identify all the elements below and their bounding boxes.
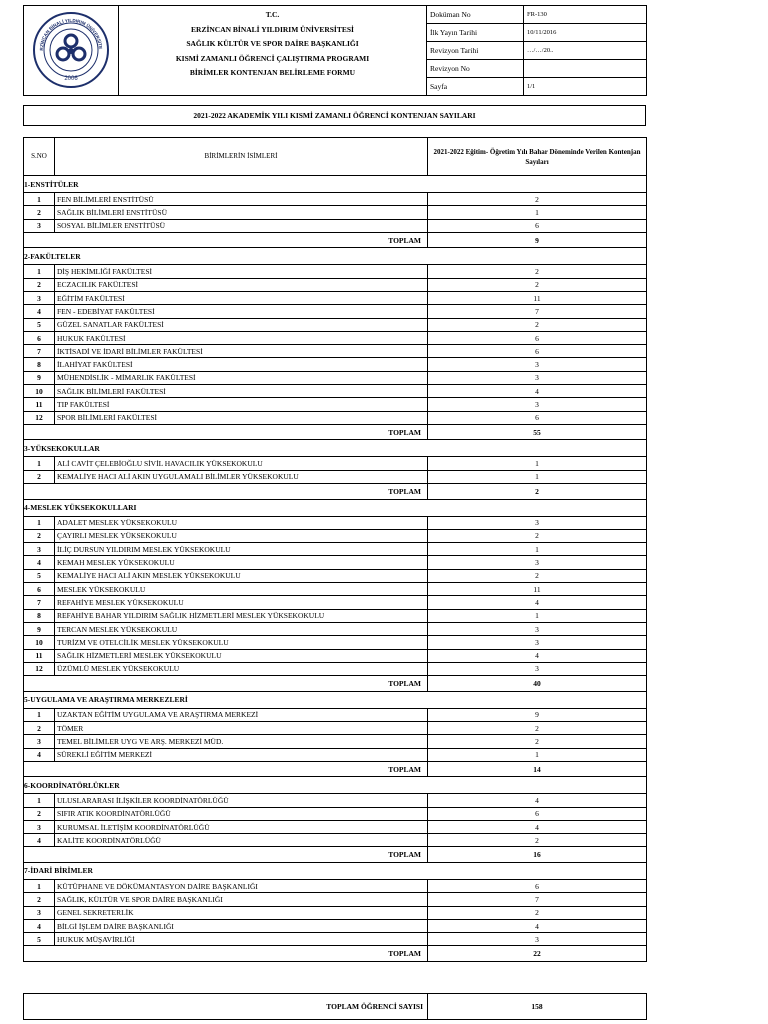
quota-count: 1 <box>428 748 647 761</box>
header-line-university: ERZİNCAN BİNALİ YILDIRIM ÜNİVERSİTESİ <box>191 24 354 34</box>
quota-count: 1 <box>428 457 647 470</box>
quota-count: 3 <box>428 556 647 569</box>
row-number: 8 <box>24 609 55 622</box>
column-header-no: S.NO <box>24 138 55 176</box>
header-line-program: KISMİ ZAMANLI ÖĞRENCİ ÇALIŞTIRMA PROGRAMI <box>175 53 370 63</box>
unit-name: TIP FAKÜLTESİ <box>55 398 428 411</box>
logo-text: RZİNCAN BİNALİ YILDIRIM ÜNİVERSİTE <box>38 17 104 51</box>
unit-name: TERCAN MESLEK YÜKSEKOKULU <box>55 622 428 635</box>
quota-count: 1 <box>428 470 647 483</box>
quota-count: 4 <box>428 649 647 662</box>
unit-name: SOSYAL BİLİMLER ENSTİTÜSÜ <box>55 219 428 232</box>
category-total-value: 40 <box>428 676 647 692</box>
meta-label-first-publish: İlk Yayın Tarihi <box>427 24 524 42</box>
category-total-label: TOPLAM <box>24 761 428 777</box>
quota-count: 2 <box>428 318 647 331</box>
quota-count: 3 <box>428 636 647 649</box>
unit-name: İKTİSADİ VE İDARİ BİLİMLER FAKÜLTESİ <box>55 345 428 358</box>
grand-total-table <box>23 993 647 1020</box>
row-number: 11 <box>24 649 55 662</box>
category-total-row <box>24 484 647 500</box>
category-total-row <box>24 761 647 777</box>
unit-name: KEMAH MESLEK YÜKSEKOKULU <box>55 556 428 569</box>
table-row <box>24 358 647 371</box>
table-row <box>24 318 647 331</box>
table-row <box>24 708 647 721</box>
category-header-row <box>24 440 647 457</box>
meta-label-revision-date: Revizyon Tarihi <box>427 42 524 60</box>
row-number: 3 <box>24 291 55 304</box>
quota-count: 2 <box>428 906 647 919</box>
table-row <box>24 331 647 344</box>
row-number: 2 <box>24 721 55 734</box>
row-number: 1 <box>24 794 55 807</box>
category-header-row <box>24 248 647 265</box>
row-number: 7 <box>24 345 55 358</box>
category-title: 2-FAKÜLTELER <box>24 248 647 265</box>
unit-name: HUKUK MÜŞAVİRLİĞİ <box>55 933 428 946</box>
grand-total-label: TOPLAM ÖĞRENCİ SAYISI <box>24 994 428 1020</box>
unit-name: SAĞLIK HİZMETLERİ MESLEK YÜKSEKOKULU <box>55 649 428 662</box>
row-number: 1 <box>24 879 55 892</box>
header-line-form-title: BİRİMLER KONTENJAN BELİRLEME FORMU <box>189 68 356 77</box>
university-logo <box>32 11 110 89</box>
meta-value-page: 1/1 <box>524 78 647 96</box>
row-number: 2 <box>24 807 55 820</box>
unit-name: KEMALİYE HACI ALİ AKIN MESLEK YÜKSEKOKULU <box>55 569 428 582</box>
row-number: 10 <box>24 385 55 398</box>
meta-value-revision-date: …/…/20.. <box>524 42 647 60</box>
row-number: 12 <box>24 662 55 675</box>
table-row <box>24 748 647 761</box>
category-title: 5-UYGULAMA VE ARAŞTIRMA MERKEZLERİ <box>24 691 647 708</box>
row-number: 2 <box>24 529 55 542</box>
row-number: 9 <box>24 371 55 384</box>
row-number: 4 <box>24 305 55 318</box>
category-total-row <box>24 946 647 962</box>
unit-name: DİŞ HEKİMLİĞİ FAKÜLTESİ <box>55 265 428 278</box>
unit-name: SAĞLIK, KÜLTÜR VE SPOR DAİRE BAŞKANLIĞI <box>55 893 428 906</box>
table-row <box>24 529 647 542</box>
unit-name: KALİTE KOORDİNATÖRLÜĞÜ <box>55 834 428 847</box>
unit-name: UZAKTAN EĞİTİM UYGULAMA VE ARAŞTIRMA MERKEZİ <box>55 708 428 721</box>
unit-name: FEN BİLİMLERİ ENSTİTÜSÜ <box>55 193 428 206</box>
quota-count: 4 <box>428 820 647 833</box>
quota-count: 2 <box>428 278 647 291</box>
header-line-department: SAĞLIK KÜLTÜR VE SPOR DAİRE BAŞKANLIĞI <box>186 39 359 48</box>
unit-name: KURUMSAL İLETİŞİM KOORDİNATÖRLÜĞÜ <box>55 820 428 833</box>
quota-count: 6 <box>428 345 647 358</box>
unit-name: ECZACILIK FAKÜLTESİ <box>55 278 428 291</box>
row-number: 4 <box>24 834 55 847</box>
row-number: 8 <box>24 358 55 371</box>
table-header-row <box>24 138 647 176</box>
table-row <box>24 609 647 622</box>
row-number: 3 <box>24 735 55 748</box>
table-row <box>24 636 647 649</box>
table-row <box>24 305 647 318</box>
quota-count: 6 <box>428 879 647 892</box>
quota-count: 3 <box>428 358 647 371</box>
table-row <box>24 622 647 635</box>
table-row <box>24 807 647 820</box>
header-line-tc: T.C. <box>265 10 280 19</box>
column-header-name: BİRİMLERİN İSİMLERİ <box>55 138 428 176</box>
table-row <box>24 265 647 278</box>
section-title: 2021-2022 AKADEMİK YILI KISMİ ZAMANLI ÖĞRENCİ KONTENJAN SAYILARI <box>23 105 646 126</box>
unit-name: MESLEK YÜKSEKOKULU <box>55 583 428 596</box>
quota-count: 11 <box>428 583 647 596</box>
row-number: 2 <box>24 893 55 906</box>
category-total-value: 55 <box>428 424 647 440</box>
meta-value-first-publish: 10/11/2016 <box>524 24 647 42</box>
quota-count: 2 <box>428 721 647 734</box>
column-header-count: 2021-2022 Eğitim- Öğretim Yılı Bahar Döneminde Verilen Kontenjan Sayıları <box>428 138 647 176</box>
category-header-row <box>24 691 647 708</box>
grand-total-value: 158 <box>428 994 647 1020</box>
unit-name: ÜZÜMLÜ MESLEK YÜKSEKOKULU <box>55 662 428 675</box>
row-number: 3 <box>24 906 55 919</box>
category-total-label: TOPLAM <box>24 484 428 500</box>
category-total-label: TOPLAM <box>24 424 428 440</box>
table-row <box>24 649 647 662</box>
unit-name: KEMALİYE HACI ALİ AKIN UYGULAMALI BİLİMLER YÜKSEKOKULU <box>55 470 428 483</box>
row-number: 3 <box>24 219 55 232</box>
quota-count: 11 <box>428 291 647 304</box>
unit-name: BİLGİ İŞLEM DAİRE BAŞKANLIĞI <box>55 919 428 932</box>
category-total-value: 9 <box>428 232 647 248</box>
table-row <box>24 906 647 919</box>
table-row <box>24 291 647 304</box>
quota-count: 6 <box>428 331 647 344</box>
table-row <box>24 193 647 206</box>
table-row <box>24 345 647 358</box>
quota-count: 4 <box>428 919 647 932</box>
category-header-row <box>24 176 647 193</box>
row-number: 1 <box>24 265 55 278</box>
row-number: 10 <box>24 636 55 649</box>
table-row <box>24 794 647 807</box>
category-title: 7-İDARİ BİRİMLER <box>24 862 647 879</box>
university-logo-cell <box>24 6 119 96</box>
category-total-row <box>24 232 647 248</box>
category-title: 6-KOORDİNATÖRLÜKLER <box>24 777 647 794</box>
unit-name: TEMEL BİLİMLER UYG VE ARŞ. MERKEZİ MÜD. <box>55 735 428 748</box>
unit-name: REFAHİYE MESLEK YÜKSEKOKULU <box>55 596 428 609</box>
category-total-value: 22 <box>428 946 647 962</box>
row-number: 2 <box>24 278 55 291</box>
unit-name: HUKUK FAKÜLTESİ <box>55 331 428 344</box>
table-row <box>24 919 647 932</box>
table-row <box>24 556 647 569</box>
unit-name: ULUSLARARASI İLİŞKİLER KOORDİNATÖRLÜĞÜ <box>55 794 428 807</box>
table-row <box>24 543 647 556</box>
meta-label-page: Sayfa <box>427 78 524 96</box>
category-total-value: 16 <box>428 847 647 863</box>
quota-count: 3 <box>428 622 647 635</box>
quota-count: 9 <box>428 708 647 721</box>
row-number: 5 <box>24 933 55 946</box>
row-number: 2 <box>24 206 55 219</box>
table-row <box>24 398 647 411</box>
row-number: 2 <box>24 470 55 483</box>
unit-name: SPOR BİLİMLERİ FAKÜLTESİ <box>55 411 428 424</box>
unit-name: KÜTÜPHANE VE DÖKÜMANTASYON DAİRE BAŞKANLIĞI <box>55 879 428 892</box>
quota-count: 4 <box>428 794 647 807</box>
table-row <box>24 596 647 609</box>
category-total-label: TOPLAM <box>24 232 428 248</box>
unit-name: ÇAYIRLI MESLEK YÜKSEKOKULU <box>55 529 428 542</box>
category-title: 4-MESLEK YÜKSEKOKULLARI <box>24 499 647 516</box>
row-number: 1 <box>24 457 55 470</box>
category-header-row <box>24 499 647 516</box>
category-total-label: TOPLAM <box>24 946 428 962</box>
quota-count: 1 <box>428 609 647 622</box>
header-title-block <box>119 6 427 96</box>
table-row <box>24 662 647 675</box>
unit-name: MÜHENDİSLİK - MİMARLIK FAKÜLTESİ <box>55 371 428 384</box>
table-row <box>24 470 647 483</box>
unit-name: TÖMER <box>55 721 428 734</box>
quota-count: 6 <box>428 807 647 820</box>
table-row <box>24 879 647 892</box>
quota-count: 7 <box>428 893 647 906</box>
quota-count: 6 <box>428 219 647 232</box>
table-row <box>24 411 647 424</box>
quota-count: 1 <box>428 206 647 219</box>
table-row <box>24 219 647 232</box>
table-row <box>24 721 647 734</box>
meta-label-document-no: Doküman No <box>427 6 524 24</box>
category-total-label: TOPLAM <box>24 847 428 863</box>
category-title: 1-ENSTİTÜLER <box>24 176 647 193</box>
quota-count: 3 <box>428 933 647 946</box>
row-number: 1 <box>24 193 55 206</box>
category-total-value: 14 <box>428 761 647 777</box>
quota-count: 3 <box>428 398 647 411</box>
quota-count: 2 <box>428 193 647 206</box>
quota-count: 3 <box>428 516 647 529</box>
row-number: 4 <box>24 748 55 761</box>
meta-value-document-no: FR-130 <box>524 6 647 24</box>
table-row <box>24 583 647 596</box>
row-number: 3 <box>24 543 55 556</box>
unit-name: İLAHİYAT FAKÜLTESİ <box>55 358 428 371</box>
quota-count: 6 <box>428 411 647 424</box>
category-total-row <box>24 676 647 692</box>
quota-count: 4 <box>428 385 647 398</box>
unit-name: EĞİTİM FAKÜLTESİ <box>55 291 428 304</box>
unit-name: İLİÇ DURSUN YILDIRIM MESLEK YÜKSEKOKULU <box>55 543 428 556</box>
row-number: 6 <box>24 331 55 344</box>
unit-name: FEN - EDEBİYAT FAKÜLTESİ <box>55 305 428 318</box>
row-number: 1 <box>24 516 55 529</box>
quota-count: 2 <box>428 569 647 582</box>
quota-count: 7 <box>428 305 647 318</box>
row-number: 4 <box>24 919 55 932</box>
unit-name: GÜZEL SANATLAR FAKÜLTESİ <box>55 318 428 331</box>
category-total-value: 2 <box>428 484 647 500</box>
category-total-row <box>24 424 647 440</box>
unit-name: GENEL SEKRETERLİK <box>55 906 428 919</box>
category-header-row <box>24 777 647 794</box>
table-row <box>24 385 647 398</box>
row-number: 7 <box>24 596 55 609</box>
logo-year: 2006 <box>64 75 78 82</box>
table-row <box>24 206 647 219</box>
category-header-row <box>24 862 647 879</box>
quota-count: 3 <box>428 371 647 384</box>
row-number: 11 <box>24 398 55 411</box>
quota-count: 2 <box>428 265 647 278</box>
row-number: 9 <box>24 622 55 635</box>
table-row <box>24 569 647 582</box>
table-row <box>24 933 647 946</box>
table-row <box>24 735 647 748</box>
unit-name: SÜREKLİ EĞİTİM MERKEZİ <box>55 748 428 761</box>
meta-label-revision-no: Revizyon No <box>427 60 524 78</box>
table-row <box>24 820 647 833</box>
category-title: 3-YÜKSEKOKULLAR <box>24 440 647 457</box>
category-total-row <box>24 847 647 863</box>
quota-count: 3 <box>428 662 647 675</box>
document-header <box>23 5 647 96</box>
quota-count: 2 <box>428 529 647 542</box>
table-row <box>24 516 647 529</box>
unit-name: REFAHİYE BAHAR YILDIRIM SAĞLIK HİZMETLERİ MESLEK YÜKSEKOKULU <box>55 609 428 622</box>
table-row <box>24 457 647 470</box>
unit-name: TURİZM VE OTELCİLİK MESLEK YÜKSEKOKULU <box>55 636 428 649</box>
table-row <box>24 834 647 847</box>
row-number: 12 <box>24 411 55 424</box>
unit-name: ADALET MESLEK YÜKSEKOKULU <box>55 516 428 529</box>
row-number: 3 <box>24 820 55 833</box>
unit-name: SAĞLIK BİLİMLERİ FAKÜLTESİ <box>55 385 428 398</box>
category-total-label: TOPLAM <box>24 676 428 692</box>
quota-count: 2 <box>428 735 647 748</box>
table-row <box>24 371 647 384</box>
row-number: 5 <box>24 318 55 331</box>
row-number: 1 <box>24 708 55 721</box>
quota-count: 4 <box>428 596 647 609</box>
meta-value-revision-no <box>524 60 647 78</box>
table-row <box>24 893 647 906</box>
row-number: 4 <box>24 556 55 569</box>
table-row <box>24 278 647 291</box>
unit-name: SAĞLIK BİLİMLERİ ENSTİTÜSÜ <box>55 206 428 219</box>
row-number: 6 <box>24 583 55 596</box>
quota-count: 1 <box>428 543 647 556</box>
unit-name: SIFIR ATIK KOORDİNATÖRLÜĞÜ <box>55 807 428 820</box>
quota-table <box>23 137 647 962</box>
unit-name: ALİ CAVİT ÇELEBİOĞLU SİVİL HAVACILIK YÜKSEKOKULU <box>55 457 428 470</box>
quota-count: 2 <box>428 834 647 847</box>
row-number: 5 <box>24 569 55 582</box>
